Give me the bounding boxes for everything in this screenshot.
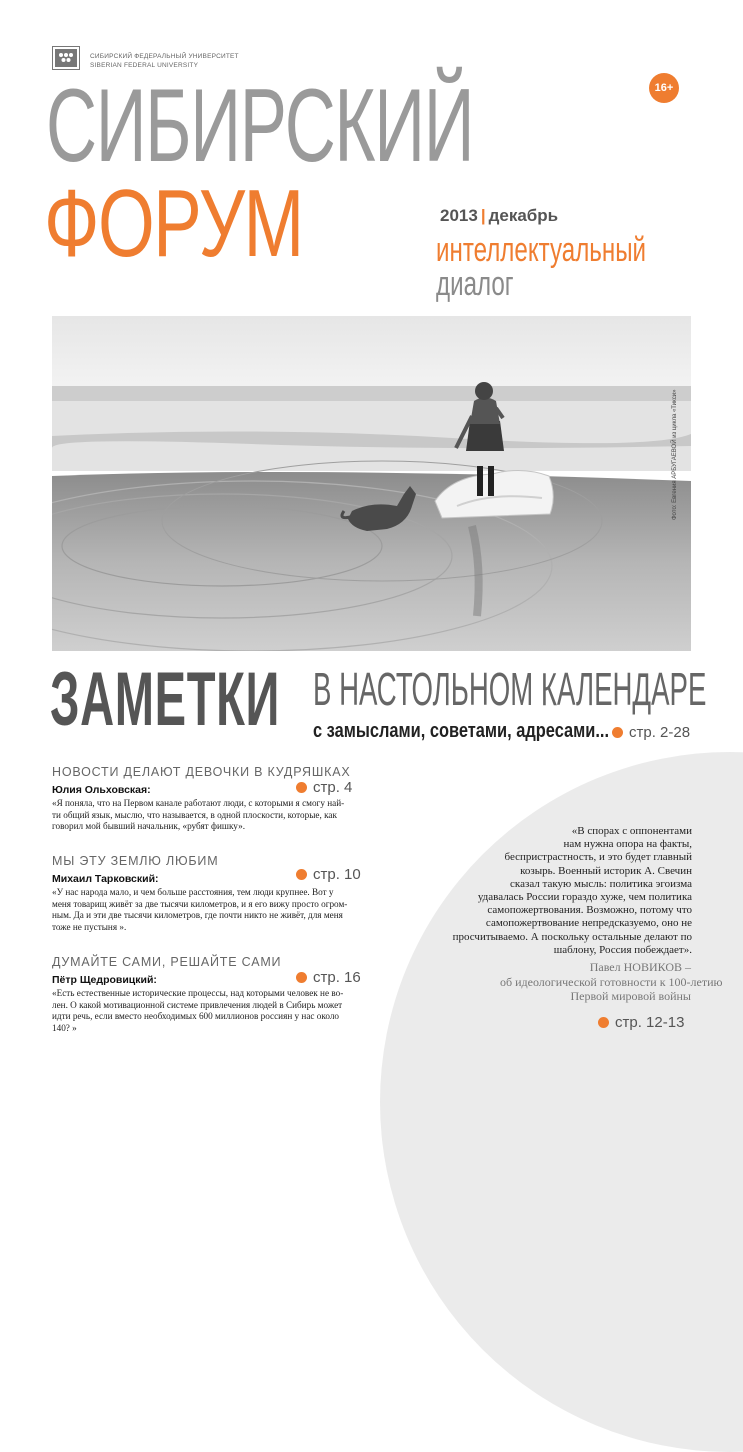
quote-line: шаблону, Россия побеждает». — [553, 943, 692, 956]
quote-line: самопожертвования. Возможно, потому что — [487, 904, 692, 917]
news-1-pages-text: стр. 4 — [313, 779, 353, 796]
quote-line: сказал такую мысль: политика эгоизма — [510, 877, 692, 890]
news-3-quote — [52, 988, 370, 1034]
quote-page-ref — [598, 1014, 684, 1031]
quote-line: ти общий язык, мыслю, что называется, в одной плоскости, которые, как — [52, 809, 337, 820]
headline-page-ref — [612, 724, 690, 741]
issue-month: декабрь — [488, 206, 559, 225]
bullet-dot-icon — [598, 1017, 609, 1028]
feature-quote — [404, 825, 692, 957]
newspaper-title-line2: ФОРУМ — [44, 170, 303, 277]
quote-line: удавалась России гораздо хуже, чем политика — [477, 891, 692, 904]
news-3-pages-text: стр. 16 — [313, 969, 361, 986]
quote-line: меня товарищ живёт за две тысячи километров, и я его вижу просто огром- — [52, 898, 348, 909]
date-separator: | — [480, 206, 486, 225]
news-1-heading: НОВОСТИ ДЕЛАЮТ ДЕВОЧКИ В КУДРЯШКАХ — [52, 765, 351, 779]
quote-line: козырь. Военный историк А. Свечин — [520, 864, 692, 877]
quote-line: «Я поняла, что на Первом канале работают люди, с которыми я смогу най- — [52, 798, 345, 808]
photo-credit: Фото: Евгения АРБУГАЕВОЙ из цикла «Тикси» — [672, 389, 678, 520]
attribution-line: Павел НОВИКОВ – — [589, 960, 691, 974]
bullet-dot-icon — [612, 727, 623, 738]
news-2-person: Михаил Тарковский: — [52, 873, 159, 885]
quote-line: «Есть естественные исторические процессы, над которыми человек не во- — [52, 988, 344, 998]
newspaper-title-line1: СИБИРСКИЙ — [46, 68, 474, 184]
headline-secondary: В НАСТОЛЬНОМ КАЛЕНДАРЕ — [313, 663, 707, 715]
headline-pages-text: стр. 2-28 — [629, 724, 691, 741]
quote-line: «У нас народа мало, и чем больше расстояния, тем люди крупнее. Вот у — [52, 887, 334, 897]
quote-pages-text: стр. 12-13 — [615, 1014, 685, 1031]
subtitle-line1: интеллектуальный — [436, 231, 647, 269]
bullet-dot-icon — [296, 782, 307, 793]
quote-line: лен. О какой мотивационной системе привлечения людей в Сибирь может — [52, 999, 343, 1010]
attribution-line: Первой мировой войны — [570, 989, 691, 1003]
quote-line: 140? » — [52, 1022, 77, 1033]
quote-line: «В спорах с оппонентами — [571, 825, 692, 837]
quote-line: беспристрастность, и это будет главный — [504, 851, 692, 864]
news-2-page-ref — [296, 866, 361, 883]
university-logo — [52, 46, 80, 70]
news-3-person: Пётр Щедровицкий: — [52, 974, 157, 986]
quote-line: тоже не пустыня ». — [52, 921, 127, 932]
news-2-quote — [52, 887, 370, 933]
news-3-heading: ДУМАЙТЕ САМИ, РЕШАЙТЕ САМИ — [52, 955, 282, 969]
subtitle-line2: диалог — [436, 265, 514, 303]
quote-line: ным. Да и эти две тысячи километров, где почти никто не живёт, для меня — [52, 910, 343, 920]
headline-main: ЗАМЕТКИ — [50, 657, 280, 742]
issue-date — [440, 206, 558, 226]
university-name-ru: СИБИРСКИЙ ФЕДЕРАЛЬНЫЙ УНИВЕРСИТЕТ — [90, 53, 239, 60]
university-name-en: SIBERIAN FEDERAL UNIVERSITY — [90, 62, 199, 69]
cover-photo — [52, 316, 691, 651]
news-1-person: Юлия Ольховская: — [52, 784, 151, 796]
headline-subtitle: с замыслами, советами, адресами... — [313, 720, 610, 742]
bullet-dot-icon — [296, 869, 307, 880]
attribution-line: об идеологической готовности к 100-летию — [500, 974, 723, 989]
quote-line: говорил мой бывший начальник, «рубят фишку». — [52, 821, 245, 831]
news-1-page-ref — [296, 779, 352, 796]
news-2-heading: МЫ ЭТУ ЗЕМЛЮ ЛЮБИМ — [52, 854, 219, 868]
issue-year: 2013 — [440, 206, 478, 225]
age-rating-badge: 16+ — [649, 73, 679, 103]
news-1-quote — [52, 798, 370, 833]
news-3-page-ref — [296, 969, 361, 986]
quote-line: просчитываемо. А поскольку остальные делают по — [452, 930, 692, 943]
quote-attribution — [500, 960, 723, 1004]
quote-line: идти речь, если вместо необходимых 600 миллионов россиян у нас около — [52, 1011, 340, 1021]
quote-line: нам нужна опора на факты, — [563, 838, 692, 851]
quote-line: самопожертвование непредсказуемо, оно не — [485, 917, 692, 930]
bullet-dot-icon — [296, 972, 307, 983]
news-2-pages-text: стр. 10 — [313, 866, 361, 883]
